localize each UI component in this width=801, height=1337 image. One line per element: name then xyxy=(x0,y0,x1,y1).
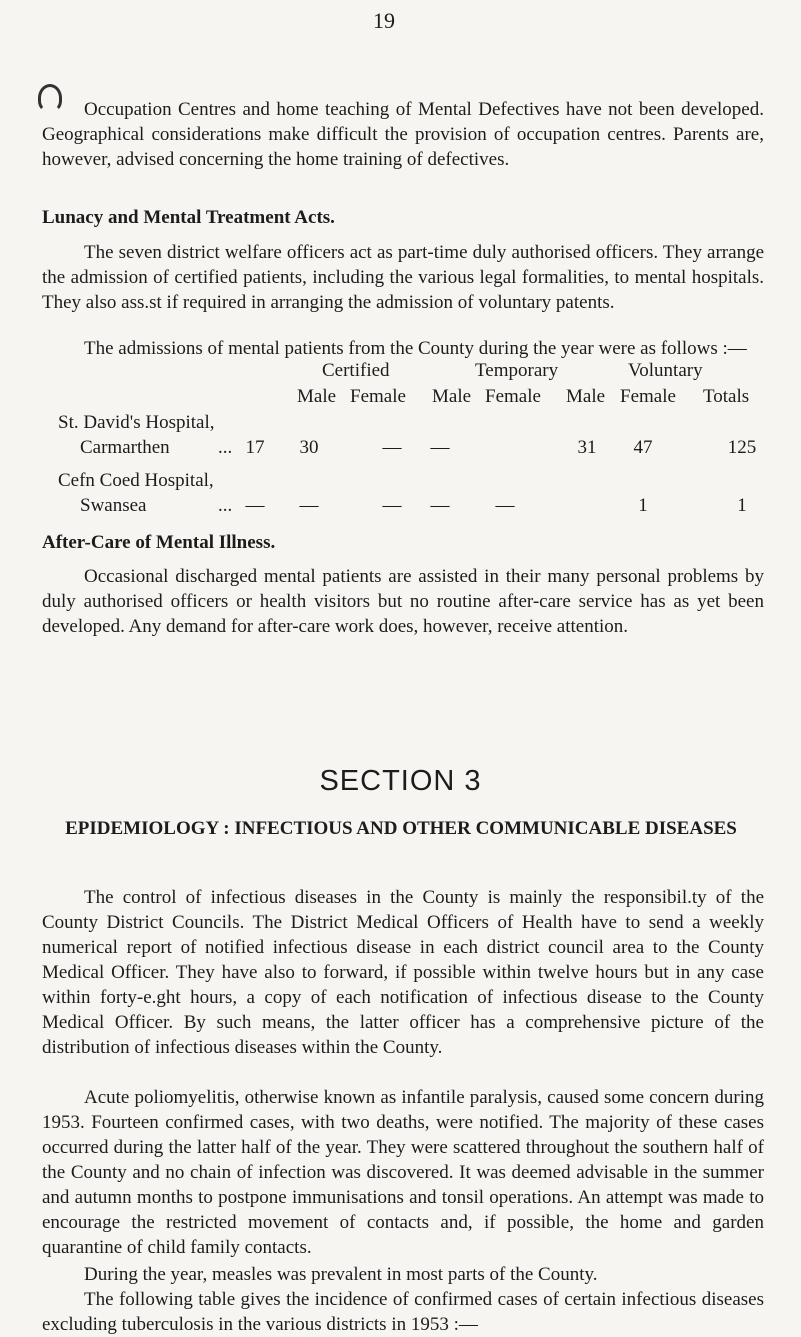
subhead-cert-male: Male xyxy=(297,386,337,407)
subhead-temp-male: Male xyxy=(432,386,472,407)
row-2-name-line2: Swansea xyxy=(80,495,147,516)
page-number: 19 xyxy=(373,8,395,33)
row-2-temp-female: — xyxy=(430,495,450,516)
row-2-cert-female: — xyxy=(299,495,319,516)
row-1-dots: ... xyxy=(218,437,233,458)
col-group-voluntary: Voluntary xyxy=(628,360,703,381)
lunacy-paragraph-1: The seven district welfare officers act as part-time duly authorised officers. They arrange the admission of certified patients, including the various legal formalities, to mental hospitals. They also ass.st if required in arranging the admission of voluntary patents. xyxy=(42,242,764,313)
col-group-temporary: Temporary xyxy=(475,360,559,381)
subhead-vol-male: Male xyxy=(566,386,606,407)
subhead-totals: Totals xyxy=(703,386,750,407)
control-paragraph: The control of infectious diseases in the County is mainly the responsibil.ty of the County District Councils. The District Medical Officers of Health have to send a weekly numerical report of notified infectious disease in each district council area to the County Medical Officer. They have also to forward, if possible within twelve hours but in any case within forty-e.ght hours, a copy of each notification of infectious disease to the County Medical Officer. By such means, the latter officer has a comprehensive picture of the distribution of infectious diseases within the County. xyxy=(42,887,764,1058)
section-title: SECTION 3 xyxy=(319,765,482,797)
row-1-temp-male: — xyxy=(382,437,402,458)
aftercare-paragraph: Occasional discharged mental patients are assisted in their many personal problems by duly authorised officers or health visitors but no routine after-care service has as yet been developed. Any demand for after-care work does, however, receive attention. xyxy=(42,566,764,637)
row-1-total: 125 xyxy=(727,437,757,458)
subhead-vol-female: Female xyxy=(620,386,676,407)
polio-paragraph: Acute poliomyelitis, otherwise known as infantile paralysis, caused some concern during 1953. Fourteen confirmed cases, with two deaths, were notified. The majority of these cases occurred during the latter half of the year. They were scattered throughout the southern half of the County and no chain of infection was discovered. It was deemed advisable in the summer and autumn months to postpone immunisations and tonsil operations. An attempt was made to encourage the restricted movement of contacts and, if possible, the home and garden quarantine of child family contacts. xyxy=(42,1087,764,1258)
row-2-cert-male: — xyxy=(245,495,265,516)
row-1-temp-female: — xyxy=(430,437,450,458)
heading-lunacy: Lunacy and Mental Treatment Acts. xyxy=(42,207,335,228)
row-2-name-line1: Cefn Coed Hospital, xyxy=(58,470,214,491)
row-1-vol-female: 47 xyxy=(633,437,653,458)
heading-aftercare: After-Care of Mental Illness. xyxy=(42,532,276,553)
subhead-temp-female: Female xyxy=(485,386,541,407)
row-2-vol-male: — xyxy=(495,495,515,516)
measles-paragraph: During the year, measles was prevalent in most parts of the County. xyxy=(84,1264,598,1285)
subhead-cert-female: Female xyxy=(350,386,406,407)
row-2-vol-female: 1 xyxy=(638,495,648,516)
lunacy-paragraph-2: The admissions of mental patients from the County during the year were as follows :— xyxy=(84,338,747,359)
row-1-vol-male: 31 xyxy=(577,437,597,458)
section-subtitle: EPIDEMIOLOGY : INFECTIOUS AND OTHER COMMUNICABLE DISEASES xyxy=(65,818,737,839)
row-1-cert-female: 30 xyxy=(299,437,319,458)
row-1-cert-male: 17 xyxy=(245,437,265,458)
occupation-paragraph: Occupation Centres and home teaching of Mental Defectives have not been developed. Geographical considerations make difficult the provision of occupation centres. Parents are, however, advised concerning the home training of defectives. xyxy=(42,99,764,170)
table-intro-paragraph: The following table gives the incidence of confirmed cases of certain infectious diseases excluding tuberculosis in the various districts in 1953 :— xyxy=(42,1289,764,1335)
row-2-temp-male: — xyxy=(382,495,402,516)
row-1-name-line1: St. David's Hospital, xyxy=(58,412,215,433)
col-group-certified: Certified xyxy=(322,360,390,381)
row-2-dots: ... xyxy=(218,495,233,516)
row-1-name-line2: Carmarthen xyxy=(80,437,170,458)
row-2-total: 1 xyxy=(737,495,747,516)
